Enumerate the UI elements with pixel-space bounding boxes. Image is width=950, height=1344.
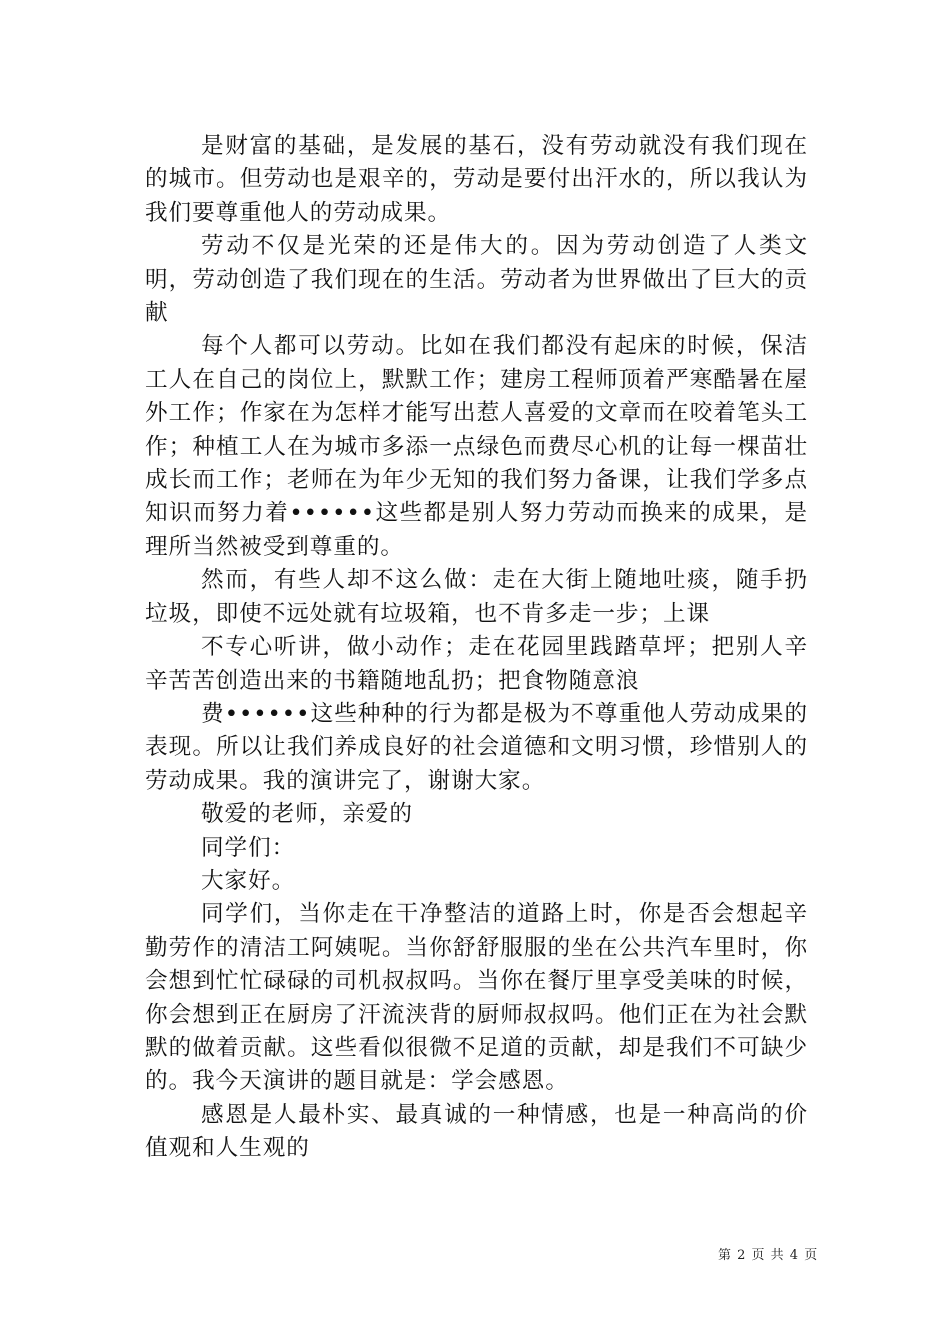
paragraph: 是财富的基础，是发展的基石，没有劳动就没有我们现在的城市。但劳动也是艰辛的，劳动是要付出汗水的，所以我认为我们要尊重他人的劳动成果。	[145, 133, 808, 226]
paragraph: 劳动不仅是光荣的还是伟大的。因为劳动创造了人类文明，劳动创造了我们现在的生活。劳动者为世界做出了巨大的贡献	[145, 233, 808, 327]
paragraph: 同学们，当你走在干净整洁的道路上时，你是否会想起辛勤劳作的清洁工阿姨呢。当你舒舒服服的坐在公共汽车里时，你会想到忙忙碌碌的司机叔叔吗。当你在餐厅里享受美味的时候，你会想到正在厨房了汗流浃背的厨师叔叔吗。他们正在为社会默默的做着贡献。这些看似很微不足道的贡献，却是我们不可缺少的。我今天演讲的题目就是：学会感恩。	[145, 901, 808, 1095]
greeting-line: 大家好。	[201, 867, 296, 894]
salutation-line: 敬爱的老师，亲爱的	[201, 801, 413, 828]
paragraph: 感恩是人最朴实、最真诚的一种情感，也是一种高尚的价值观和人生观的	[145, 1101, 808, 1162]
salutation-line: 同学们：	[201, 834, 296, 861]
paragraph: 然而，有些人却不这么做：走在大街上随地吐痰，随手扔垃圾，即使不远处就有垃圾箱，也不肯多走一步；上课	[145, 567, 808, 627]
paragraph: 不专心听讲，做小动作；走在花园里践踏草坪；把别人辛辛苦苦创造出来的书籍随地乱扔；把食物随意浪	[145, 634, 808, 694]
paragraph: 每个人都可以劳动。比如在我们都没有起床的时候，保洁工人在自己的岗位上，默默工作；建房工程师顶着严寒酷暑在屋外工作；作家在为怎样才能写出惹人喜爱的文章而在咬着笔头工作；种植工人在为城市多添一点绿色而费尽心机的让每一棵苗壮成长而工作；老师在为年少无知的我们努力备课，让我们学多点知识而努力着••••••这些都是别人努力劳动而换来的成果，是理所当然被受到尊重的。	[145, 333, 808, 560]
paragraph: 费••••••这些种种的行为都是极为不尊重他人劳动成果的表现。所以让我们养成良好的社会道德和文明习惯，珍惜别人的劳动成果。我的演讲完了，谢谢大家。	[145, 700, 808, 794]
page-number-footer: 第 2 页 共 4 页	[718, 1248, 819, 1263]
document-body	[145, 130, 808, 1166]
